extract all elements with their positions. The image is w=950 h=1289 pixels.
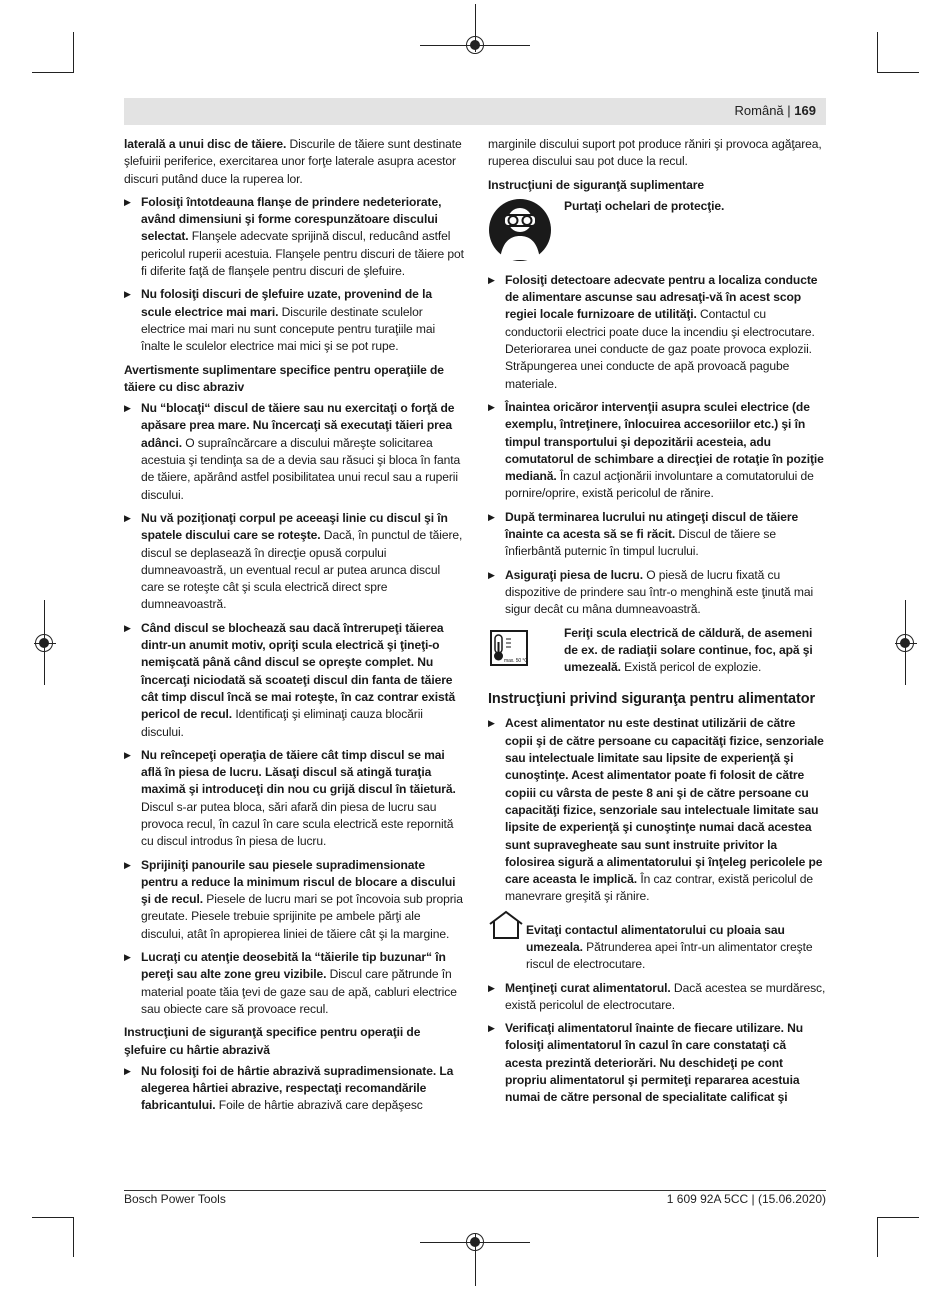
registration-target-icon xyxy=(466,36,484,54)
item-bold: Nu vă poziţionaţi corpul pe aceeaşi linie cu discul şi în spatele discului care se roteşte. xyxy=(141,510,448,543)
header-separator: | xyxy=(787,103,791,118)
heat-text: Există pericol de explozie. xyxy=(620,660,762,675)
registration-target-icon xyxy=(35,634,53,652)
house-bold: Evitaţi contactul alimentatorului cu ploaia sau umezeala. xyxy=(526,922,785,954)
item-text: Discul care pătrunde în material poate tăia ţevi de gaze sau de apă, cabluri electrice sau obiecte care să provoace recul. xyxy=(141,967,457,1016)
list-item xyxy=(488,980,826,1015)
item-text: Flanşele adecvate sprijină discul, reducând astfel pericolul ruperii acestuia. Flanşele pentru discuri de tăiere pot fi diferite faţă de flanşele pentru discuri de şlefuire. xyxy=(141,229,464,279)
safety-goggles-icon xyxy=(488,198,552,262)
thermometer-label: max. 50 °C xyxy=(504,657,528,664)
subheading: Instrucţiuni de siguranţă specifice pentru operaţii de şlefuire cu hârtie abrazivă xyxy=(124,1025,421,1057)
indoor-use-house-icon xyxy=(488,910,524,940)
page-header xyxy=(124,98,826,125)
list-item xyxy=(488,1020,826,1106)
item-text: În cazul acţionării involuntare a comutatorului de pornire/oprire, există pericolul de rănire. xyxy=(505,469,814,501)
list-item xyxy=(488,272,826,393)
item-text: Discul s-ar putea bloca, sări afară din piesa de lucru sau provoca recul, în cazul în care scula electrică este repornită cu discul introdus în piesa de lucru. xyxy=(141,799,454,849)
item-bold: După terminarea lucrului nu atingeţi discul de tăiere înainte ca acesta să se fi răcit. xyxy=(505,509,799,542)
list-item xyxy=(124,286,464,355)
list-item xyxy=(488,399,826,503)
page-number: 169 xyxy=(794,103,816,118)
list-item xyxy=(124,510,464,614)
item-bold: Nu folosiţi foi de hârtie abrazivă supradimensionate. La alegerea hârtiei abrazive, respectaţi recomandările fabricantului. xyxy=(141,1063,454,1113)
list-item xyxy=(124,949,464,1018)
list-item xyxy=(124,194,464,280)
list-item xyxy=(124,857,464,943)
header-language: Română xyxy=(734,103,784,118)
subheading: Instrucţiuni de siguranţă suplimentare xyxy=(488,177,704,192)
list-item xyxy=(488,567,826,619)
intro-bold: laterală a unui disc de tăiere. xyxy=(124,137,287,151)
item-text: În caz contrar, există pericolul de manevrare greşită şi rănire. xyxy=(505,872,813,904)
list-item xyxy=(124,620,464,741)
section-heading: Instrucţiuni privind siguranţa pentru alimentator xyxy=(488,691,816,708)
item-bold: Asiguraţi piesa de lucru. xyxy=(505,567,643,582)
crop-mark xyxy=(32,1217,74,1218)
list-item xyxy=(488,509,826,561)
item-text: Dacă, în punctul de tăiere, discul se deplasează în direcţie opusă corpului dumneavoastră, un eventual recul ar putea arunca discul care se roteşte cât şi scula electrică direct spre dumneavoastră. xyxy=(141,528,463,612)
item-bold: Când discul se blochează sau dacă întrerupeţi tăierea dintr-un anumit motiv, opriţi scula electrică şi ţineţi-o nemişcată până când discul se opreşte complet. Nu încercaţi niciodată să scoateţi discul din fanta de tăiere cât timp discul încă se mai roteşte, în caz contrar există pericol de recul. xyxy=(141,620,456,722)
item-text: Identificaţi şi eliminaţi cauza blocării discului. xyxy=(141,707,423,739)
heat-warning-text xyxy=(564,625,826,677)
item-bold: Menţineţi curat alimentatorul. xyxy=(505,980,671,995)
item-bold: Nu folosiţi discuri de şlefuire uzate, provenind de la scule electrice mai mari. xyxy=(141,287,432,319)
left-column xyxy=(124,136,464,1121)
item-bold: Acest alimentator nu este destinat utilizării de către copii şi de către persoane cu capacităţi fizice, senzoriale sau intelectuale limitate sau lipsite de experienţă şi cunoştinţe. Acest alimentator poate fi folosit de către copiii cu vârsta de peste 8 ani şi de către persoane cu capacităţi fizice, senzoriale sau intelectuale limitate sau lipsite de experienţă şi cunoştinţe numai dacă acestea sunt supravegheate sau sunt instruite privitor la folosirea sigură a alimentatorului şi înţeleg pericolele pe care aceasta le implică. xyxy=(505,716,824,887)
heat-bold: Feriţi scula electrică de căldură, de asemeni de ex. de radiaţii solare continue, foc, apă şi umezeală. xyxy=(564,625,813,675)
crop-mark xyxy=(877,1217,878,1257)
item-text: Dacă acestea se murdăresc, există pericolul de electrocutare. xyxy=(505,980,826,1012)
crop-mark xyxy=(877,72,919,73)
item-text: Piesele de lucru mari se pot încovoia sub propria greutate. Piesele trebuie sprijinite pe ambele părţi ale discului, atât în apropierea liniei de tăiere cât şi la margine. xyxy=(141,892,463,941)
item-text: O piesă de lucru fixată cu dispozitive de prindere sau într-o menghină este ţinută mai sigur decât cu mâna dumneavoastră. xyxy=(505,567,814,617)
item-bold: Verificaţi alimentatorul înainte de fiecare utilizare. Nu folosiţi alimentatorul în cazul în care constataţi că acesta prezintă deteriorări. Nu deschideţi pe cont propriu alimentatorul şi permiteţi repararea acestuia numai de către personal de specialitate calificat şi xyxy=(505,1021,804,1105)
list-item xyxy=(124,1063,464,1115)
item-bold: Lucraţi cu atenţie deosebită la “tăierile tip buzunar“ în pereţi sau alte zone greu vizibile. xyxy=(141,950,446,982)
item-text: O supraîncărcare a discului măreşte solicitarea acestuia şi tendinţa sa de a devia sau răsuci şi bloca în fanta de tăiere, apărând astfel posibilitatea unui recul sau a ruperii discului. xyxy=(141,435,461,502)
footer-rule xyxy=(124,1190,826,1191)
item-bold: Înaintea oricăror intervenţii asupra sculei electrice (de exemplu, întreţinere, înlocuirea accesoriilor etc.) şi în timpul transportului şi depozitării acesteia, adu comutatorul de schimbare a direcţiei de rotaţie în poziţie mediană. xyxy=(505,399,824,484)
footer-doc-id: 1 609 92A 5CC | (15.06.2020) xyxy=(666,1192,826,1206)
right-column xyxy=(488,136,826,1113)
registration-target-icon xyxy=(466,1233,484,1251)
crop-mark xyxy=(73,32,74,72)
item-bold: Sprijiniţi panourile sau piesele supradimensionate pentru a reduce la minimum riscul de blocare a discului şi de recul. xyxy=(141,857,456,907)
house-text: Pătrunderea apei într-un alimentator creşte riscul de electrocutare. xyxy=(526,939,813,972)
crop-mark xyxy=(877,32,878,72)
list-item xyxy=(124,747,464,851)
footer-brand: Bosch Power Tools xyxy=(124,1192,226,1206)
indoor-use-warning xyxy=(488,922,826,974)
item-text: Discul de tăiere se înfierbântă puternic în timpul lucrului. xyxy=(505,527,776,559)
list-item xyxy=(488,715,826,905)
item-text: Foile de hârtie abrazivă care depăşesc xyxy=(215,1098,423,1113)
page-header-text xyxy=(735,103,816,118)
list-item xyxy=(124,400,464,504)
item-bold: Nu reîncepeţi operaţia de tăiere cât timp discul se mai află în piesa de lucru. Lăsaţi discul să atingă turaţia maximă şi introduceţi din nou cu grijă discul în tăietură. xyxy=(141,747,456,797)
item-bold: Nu “blocaţi“ discul de tăiere sau nu exercitaţi o forţă de apăsare prea mare. Nu încercaţi să executaţi tăieri prea adânci. xyxy=(141,401,455,450)
intro-text: Discurile de tăiere sunt destinate şlefuirii periferice, exercitarea unor forţe laterale asupra acestor discuri putând duce la ruperea lor. xyxy=(124,137,462,186)
registration-target-icon xyxy=(896,634,914,652)
item-text: Contactul cu conductorii electrici poate duce la incendiu şi electrocutare. Deteriorarea unei conducte de gaz poate provoca explozii. Străpungerea unei conducte de apă provoacă pagube materiale. xyxy=(505,307,815,391)
crop-mark xyxy=(73,1217,74,1257)
crop-mark xyxy=(32,72,74,73)
goggles-text: Purtaţi ochelari de protecţie. xyxy=(564,198,725,213)
continued-paragraph: marginile discului suport pot produce răniri şi provoca agăţarea, ruperea discului sau pot duce la recul. xyxy=(488,137,822,169)
goggles-warning xyxy=(488,198,826,262)
heat-warning xyxy=(488,625,826,677)
thermometer-icon xyxy=(488,629,552,667)
intro-paragraph xyxy=(124,136,464,188)
item-text: Discurile destinate sculelor electrice mai mari nu sunt concepute pentru turaţiile mai înalte le sculelor electrice mai mici şi se pot rupe. xyxy=(141,304,436,354)
item-bold: Folosiţi întotdeauna flanşe de prindere nedeteriorate, având dimensiuni şi forme corespunzătoare discului selectat. xyxy=(141,194,442,244)
crop-mark xyxy=(877,1217,919,1218)
item-bold: Folosiţi detectoare adecvate pentru a localiza conducte de alimentare ascunse sau adresaţi-vă în acest scop regiei locale furnizoare de utilităţi. xyxy=(505,272,818,322)
subheading: Avertismente suplimentare specifice pentru operaţiile de tăiere cu disc abraziv xyxy=(124,362,444,394)
